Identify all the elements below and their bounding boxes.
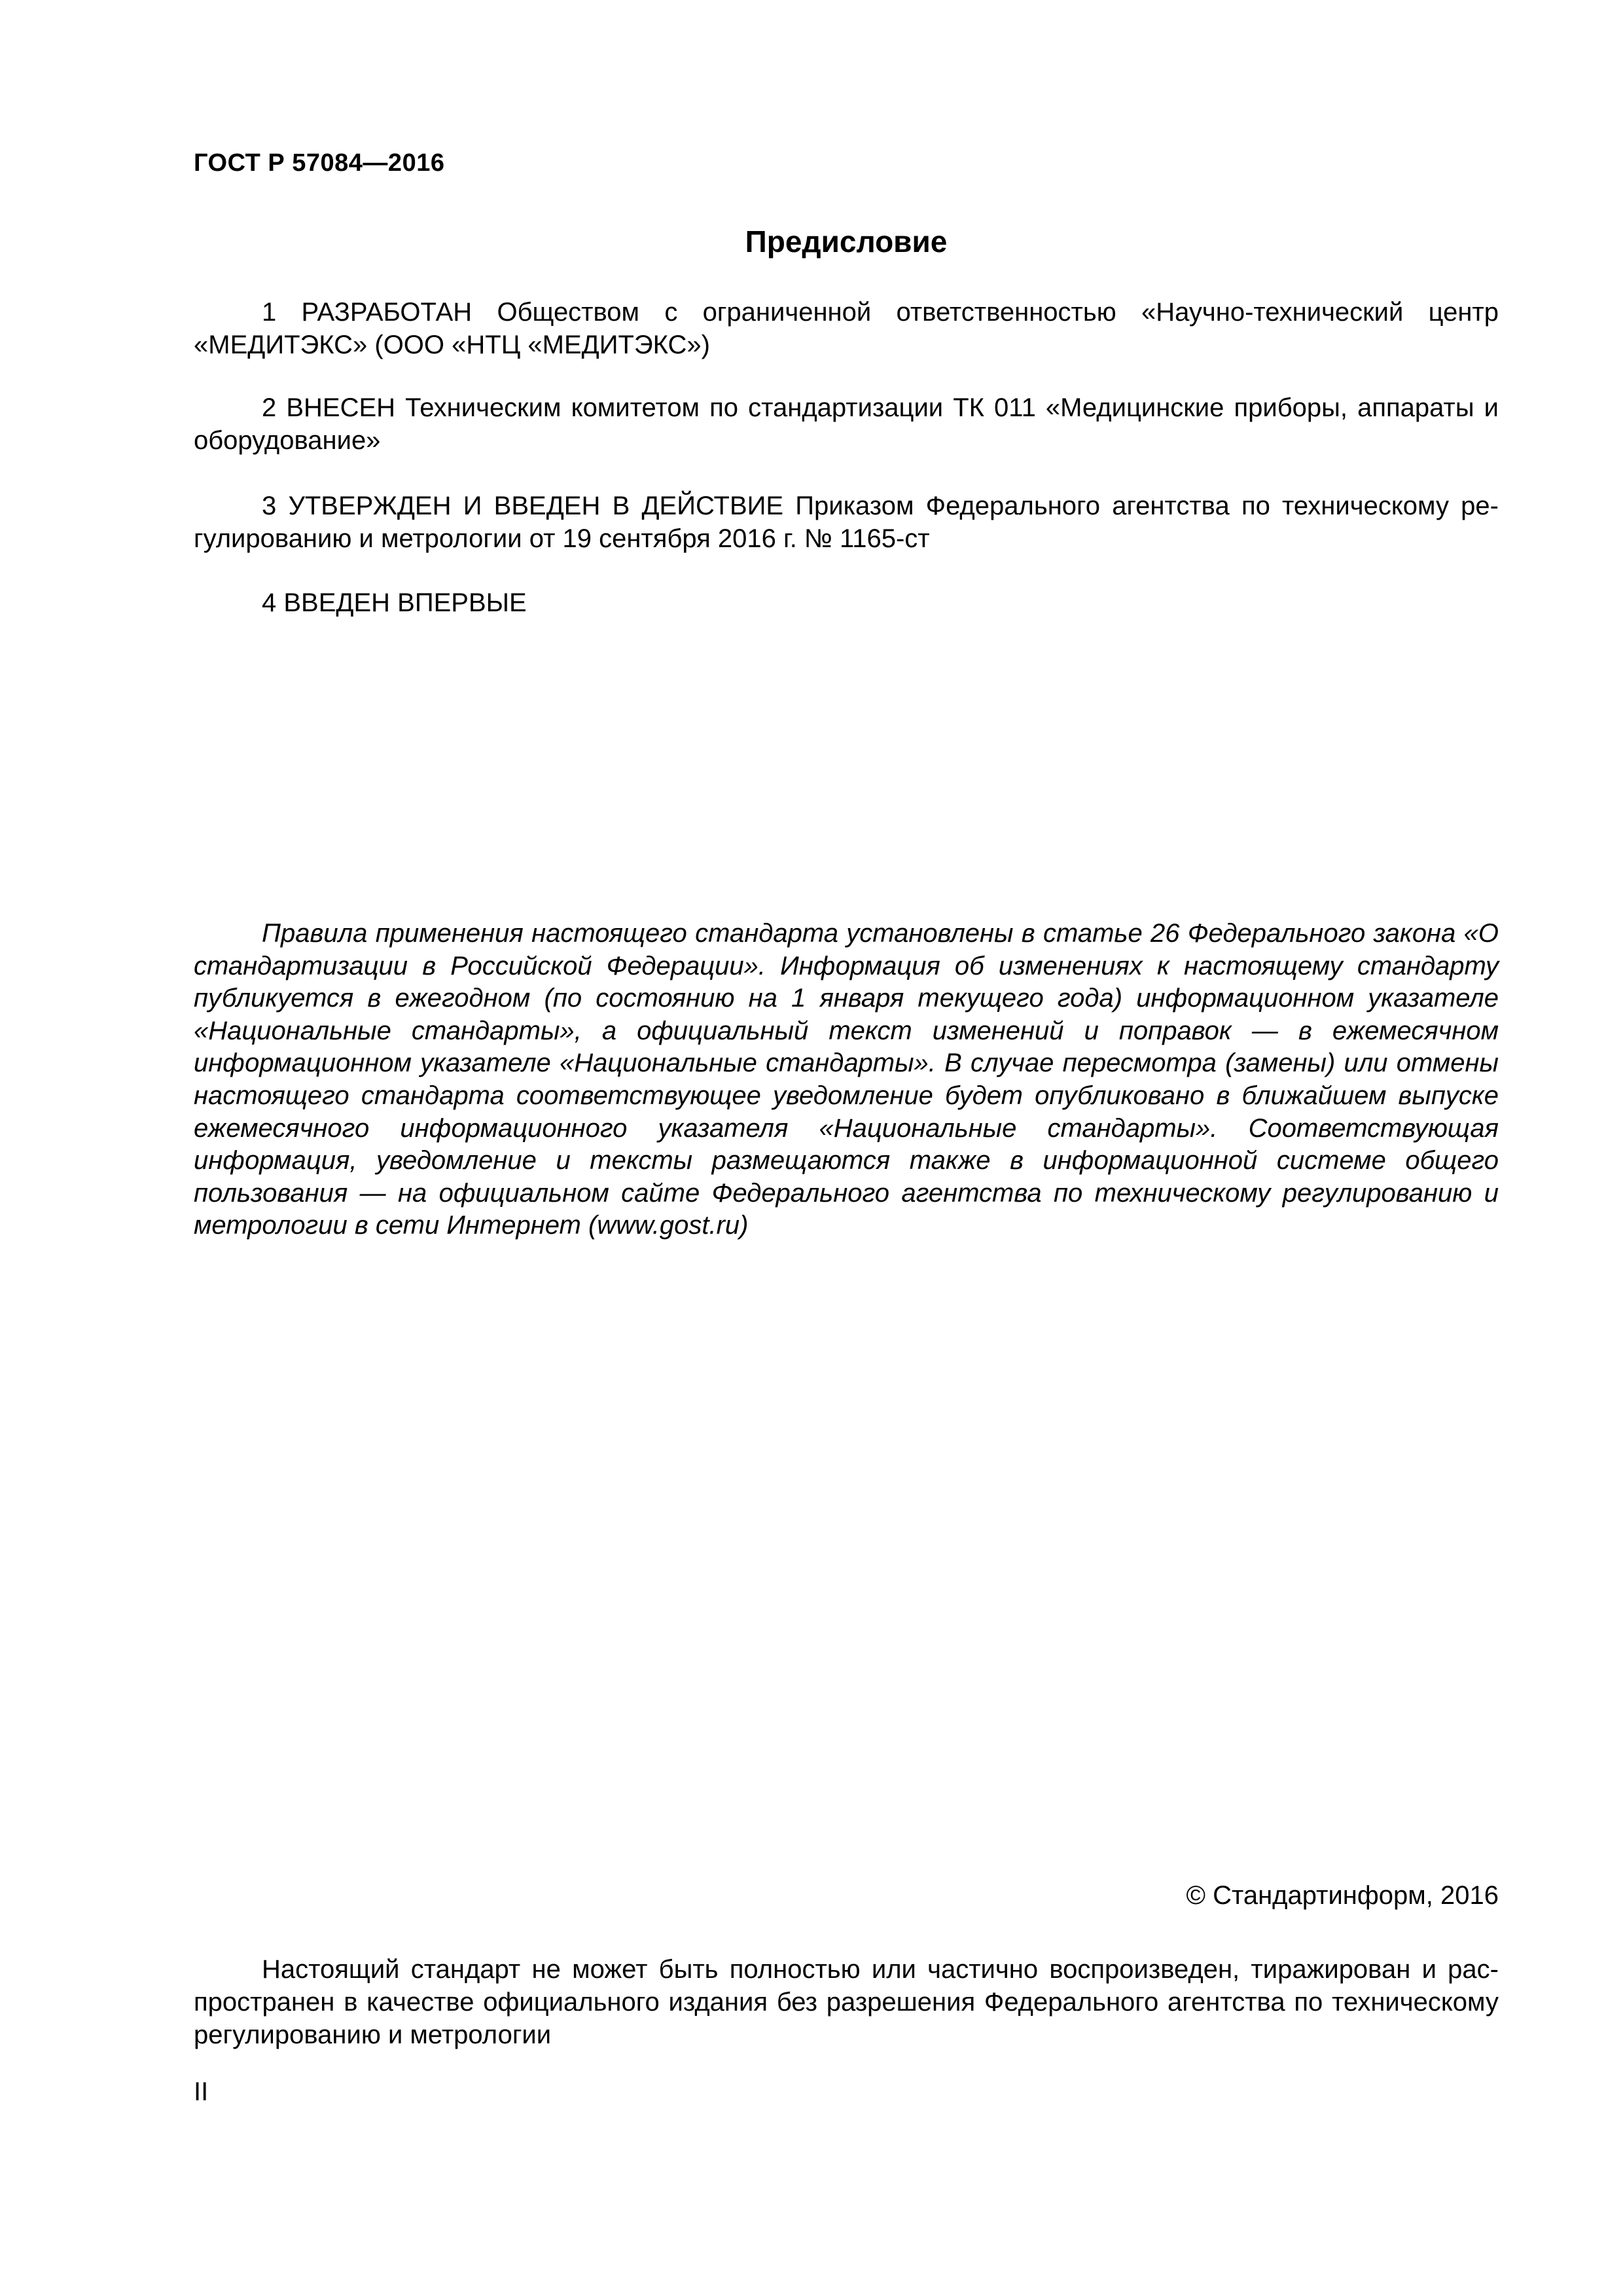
foreword-item-developed: 1 РАЗРАБОТАН Обществом с ограниченной ответственностью «Научно-технический центр «МЕДИТЭКС» (ООО «НТЦ «МЕДИТЭКС») bbox=[194, 298, 1499, 359]
foreword-item-introduced: 2 ВНЕСЕН Техническим комитетом по стандартизации ТК 011 «Медицинские приборы, аппараты и оборудование» bbox=[194, 393, 1499, 455]
foreword-item-first-edition: 4 ВВЕДЕН ВПЕРВЫЕ bbox=[262, 588, 527, 617]
reproduction-restriction-note: Настоящий стандарт не может быть полностью или частично воспроизведен, тиражирован и распространен в качестве официального издания без разрешения Федерального агентства по техническому регулированию и метрологии bbox=[194, 1955, 1499, 2049]
copyright-line: © Стандартинформ, 2016 bbox=[1186, 1881, 1499, 1910]
foreword-title: Предисловие bbox=[745, 224, 948, 259]
foreword-item-approved: 3 УТВЕРЖДЕН И ВВЕДЕН В ДЕЙСТВИЕ Приказом Федерального агентства по техническому регулированию и метрологии от 19 сентября 2016 г. № 1165-ст bbox=[194, 492, 1499, 553]
rules-of-application-note: Правила применения настоящего стандарта установлены в статье 26 Федерального закона «О стандартизации в Российской Федерации». Информация об изменениях к настоящему стандарту публикуется в ежегодном (по состоянию на 1 января текущего года) информационном указателе «Национальные стандарты», а официальный текст изменений и поправок — в ежемесячном информационном указателе «Национальные стандарты». В случае пересмотра (замены) или отмены настоящего стандарта соответствующее уведомление будет опубликовано в ближайшем выпуске ежемесячного информационного указателя «Национальные стандарты». Соответствующая информация, уведомление и тексты размещаются также в информационной системе общего пользования — на официальном сайте Федерального агентства по техническому регулированию и метрологии в сети Интернет (www.gost.ru) bbox=[194, 919, 1499, 1240]
page-number: II bbox=[194, 2077, 209, 2106]
standard-code: ГОСТ Р 57084—2016 bbox=[194, 149, 445, 177]
